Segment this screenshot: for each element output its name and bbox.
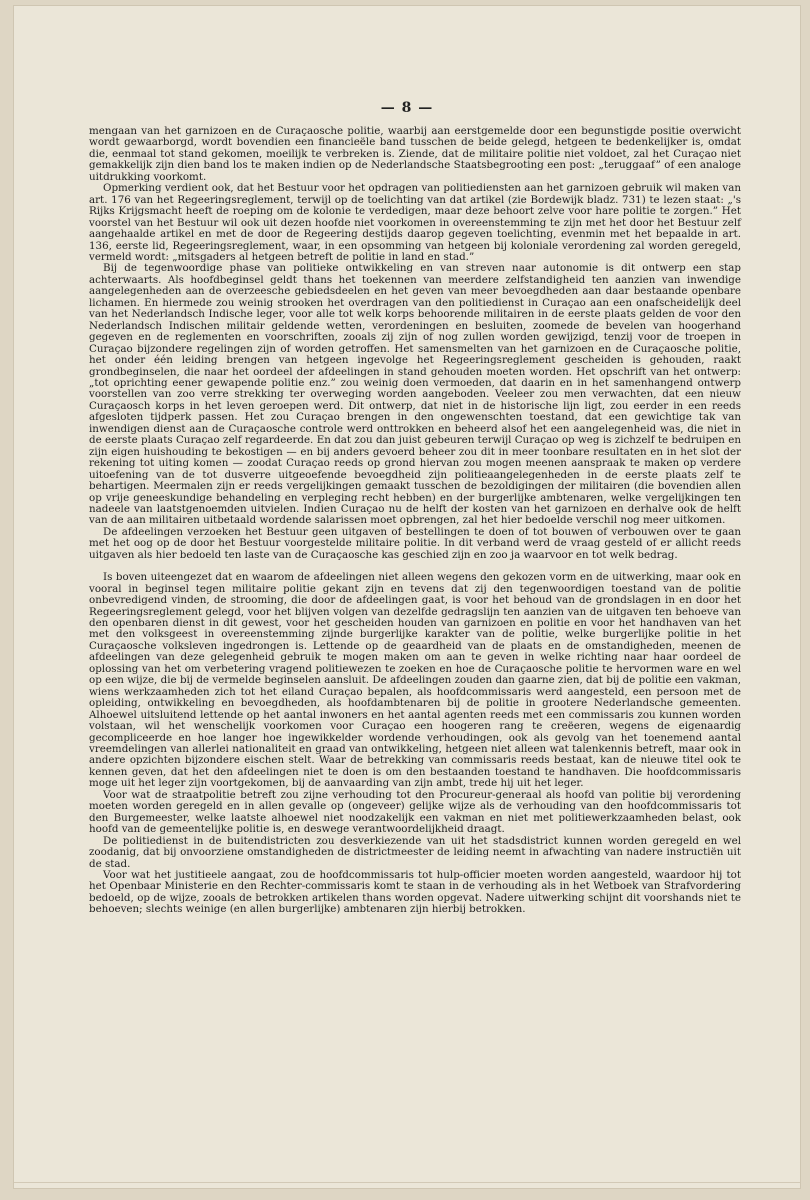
document-page	[14, 6, 800, 1188]
paragraph-3: Bij de tegenwoordige phase van politieke ontwikkeling en van streven naar autonomie is dit ontwerp een stap achterwaarts. Als hoofdbeginsel geldt thans het toekennen van meerdere zelfstandigheid ten aanzien van inwendige aangelegenheden aan de overzeesche gebiedsdeelen en het geven van meer bevoegdheden aan daar bestaande openbare lichamen. En hiermede zou weinig strooken het overdragen van den politiedienst in Curaçao aan een onafscheidelijk deel van het Nederlandsch Indische leger, voor alle tot welk korps behoorende militairen in de eerste plaats gelden de voor den Nederlandsch Indischen militair geldende wetten, verordeningen en besluiten, zoomede de bevelen van hoogerhand gegeven en de reglementen en voorschriften, zooals zij zijn of nog zullen worden gewijzigd, tenzij voor de troepen in Curaçao bijzondere regelingen zijn of worden getroffen. Het samensmelten van het garnizoen en de Curaçaosche politie, het onder één leiding brengen van hetgeen ingevolge het Regeeringsreglement gescheiden is gehouden, raakt grondbeginselen, die naar het oordeel der afdeelingen in stand gehouden moeten worden. Het opschrift van het ontwerp: „tot oprichting eener gewapende politie enz.” zou weinig doen vermoeden, dat daarin en in het samenhangend ontwerp voorstellen van zoo verre strekking ter overweging worden aangeboden. Veeleer zou men verwachten, dat een nieuw Curaçaosch korps in het leven geroepen werd. Dit ontwerp, dat niet in de historische lijn ligt, zou eerder in een reeds afgesloten tijdperk passen. Het zou Curaçao brengen in den ongewenschten toestand, dat een gewichtige tak van inwendigen dienst aan de Curaçaosche controle werd onttrokken en beheerd alsof het een aangelegenheid was, die niet in de eerste plaats Curaçao zelf regardeerde. En dat zou dan juist gebeuren terwijl Curaçao op weg is zichzelf te bedruipen en zijn eigen huishouding te bekostigen — en bij anders gevoerd beheer zou dit in meer toonbare resultaten en in het slot der rekening tot uiting komen — zoodat Curaçao reeds op grond hiervan zou mogen meenen aanspraak te maken op verdere uitoefening van de tot dusverre uitgeoefende bevoegdheid zijn politieaangelegenheden in de eerste plaats zelf te behartigen. Meermalen zijn er reeds vergelijkingen gemaakt tusschen de bezoldigingen der militairen (die bovendien allen op vrije geneeskundige behandeling en verpleging recht hebben) en der burgerlijke ambtenaren, welke vergelijkingen ten nadeele van laatstgenoemden uitvielen. Indien Curaçao nu de helft der kosten van het garnizoen en derhalve ook de helft van de aan militairen uitbetaald wordende salarissen moet opbrengen, zal het hier bedoelde verschil nog meer uitkomen.	[89, 262, 741, 527]
paragraph-8: Voor wat het justitieele aangaat, zou de hoofdcommissaris tot hulp-officier moeten worden aangesteld, waardoor hij tot het Openbaar Ministerie en den Rechter-commissaris komt te staan in de verhouding als in het Wetboek van Strafvordering bedoeld, op de wijze, zooals de betrokken artikelen thans worden opgevat. Nadere uitwerking schijnt dit voorshands niet te behoeven; slechts weinige (en allen burgerlijke) ambtenaren zijn hierbij betrokken.	[89, 869, 741, 916]
page-edge-line	[14, 1182, 800, 1183]
paragraph-4: De afdeelingen verzoeken het Bestuur geen uitgaven of bestellingen te doen of tot bouwen of verbouwen over te gaan met het oog op de door het Bestuur voorgestelde militaire politie. In dit verband werd de vraag gesteld of er allicht reeds uitgaven als hier bedoeld ten laste van de Curaçaosche kas geschied zijn en zoo ja waarvoor en tot welk bedrag.	[89, 525, 741, 561]
paragraph-5: Is boven uiteengezet dat en waarom de afdeelingen niet alleen wegens den gekozen vorm en de uitwerking, maar ook en vooral in beginsel tegen militaire politie gekant zijn en tevens dat zij den tegenwoordigen toestand van de politie onbevredigend vinden, de strooming, die door de afdeelingen gaat, is voor het behoud van de grondslagen in en door het Regeeringsreglement gelegd, voor het blijven volgen van dezelfde gedragslijn ten aanzien van de uitgaven ten behoeve van den openbaren dienst in dit gewest, voor het gescheiden houden van garnizoen en politie en voor het handhaven van het met den volksgeest in overeenstemming zijnde burgerlijke karakter van de politie, welke burgerlijke politie in het Curaçaosche volksleven ingedrongen is. Lettende op de geaardheid van de plaats en de omstandigheden, meenen de afdeelingen van deze gelegenheid gebruik te mogen maken om aan te geven in welke richting naar haar oordeel de oplossing van het om verbetering vragend politiewezen te zoeken en hoe de Curaçaosche politie te hervormen ware en wel op een wijze, die bij de vermelde beginselen aansluit. De afdeelingen zouden dan gaarne zien, dat bij de politie een vakman, wiens werkzaamheden zich tot het eiland Curaçao bepalen, als hoofdcommissaris werd aangesteld, een persoon met de opleiding, ontwikkeling en bevoegdheden, als hoofdambtenaren bij de politie in grootere Nederlandsche gemeenten. Alhoewel uitsluitend lettende op het aantal inwoners en het aantal agenten reeds met een commissaris zou kunnen worden volstaan, wil het wenschelijk voorkomen voor Curaçao een hoogeren rang te creëeren, wegens de eigenaardig gecompliceerde en hoe langer hoe ingewikkelder wordende verhoudingen, ook als gevolg van het toenemend aantal vreemdelingen van allerlei nationaliteit en graad van ontwikkeling, hetgeen niet alleen wat talenkennis betreft, maar ook in andere opzichten bijzondere eischen stelt. Waar de betrekking van commissaris reeds bestaat, kan de nieuwe titel ook te kennen geven, dat het den afdeelingen niet te doen is om den bestaanden toestand te handhaven. Die hoofdcommissaris moge uit het leger zijn voortgekomen, bij de aanvaarding van zijn ambt, trede hij uit het leger.	[89, 571, 741, 790]
paragraph-2: Opmerking verdient ook, dat het Bestuur voor het opdragen van politiediensten aan het garnizoen gebruik wil maken van art. 176 van het Regeeringsreglement, terwijl op de toelichting van dat artikel (zie Bordewijk bladz. 731) te lezen staat: „'s Rijks Krijgsmacht heeft de roeping om de kolonie te verdedigen, maar deze behoort zelve voor hare politie te zorgen.” Het voorstel van het Bestuur wil ook uit dezen hoofde niet voorkomen in overeenstemming te zijn met het door het Bestuur zelf aangehaalde artikel en met de door de Regeering destijds daarop gegeven toelichting, evenmin met het bepaalde in art. 136, eerste lid, Regeeringsreglement, waar, in een opsomming van hetgeen bij koloniale verordening zal worden geregeld, vermeld wordt: „mitsgaders al hetgeen betreft de politie in land en stad.”	[89, 182, 741, 263]
paragraph-1: mengaan van het garnizoen en de Curaçaosche politie, waarbij aan eerstgemelde door een begunstigde positie overwicht wordt gewaarborgd, wordt bovendien een financieële band tusschen de beide gelegd, hetgeen te bedenkelijker is, omdat die, eenmaal tot stand gekomen, moeilijk te verbreken is. Ziende, dat de militaire politie niet voldoet, zal het Curaçao niet gemakkelijk zijn dien band los te maken indien op de Nederlandsche Staatsbegrooting een post: „teruggaaf” of een analoge uitdrukking voorkomt.	[89, 125, 741, 183]
paragraph-6: Voor wat de straatpolitie betreft zou zijne verhouding tot den Procureur-generaal als hoofd van politie bij verordening moeten worden geregeld en in allen gevalle op (ongeveer) gelijke wijze als de verhouding van den hoofdcommissaris tot den Burgemeester, welke laatste alhoewel niet noodzakelijk een vakman en niet met politiewerkzaamheden belast, ook hoofd van de gemeentelijke politie is, en deswege verantwoordelijkheid draagt.	[89, 788, 741, 836]
body-text	[89, 126, 741, 916]
page-number: — 8 —	[380, 100, 434, 116]
paragraph-7: De politiedienst in de buitendistricten zou desverkiezende van uit het stadsdistrict kunnen worden geregeld en wel zoodanig, dat bij onvoorziene omstandigheden de districtmeester de leiding neemt in afwachting van nadere instructiën uit de stad.	[89, 834, 741, 870]
